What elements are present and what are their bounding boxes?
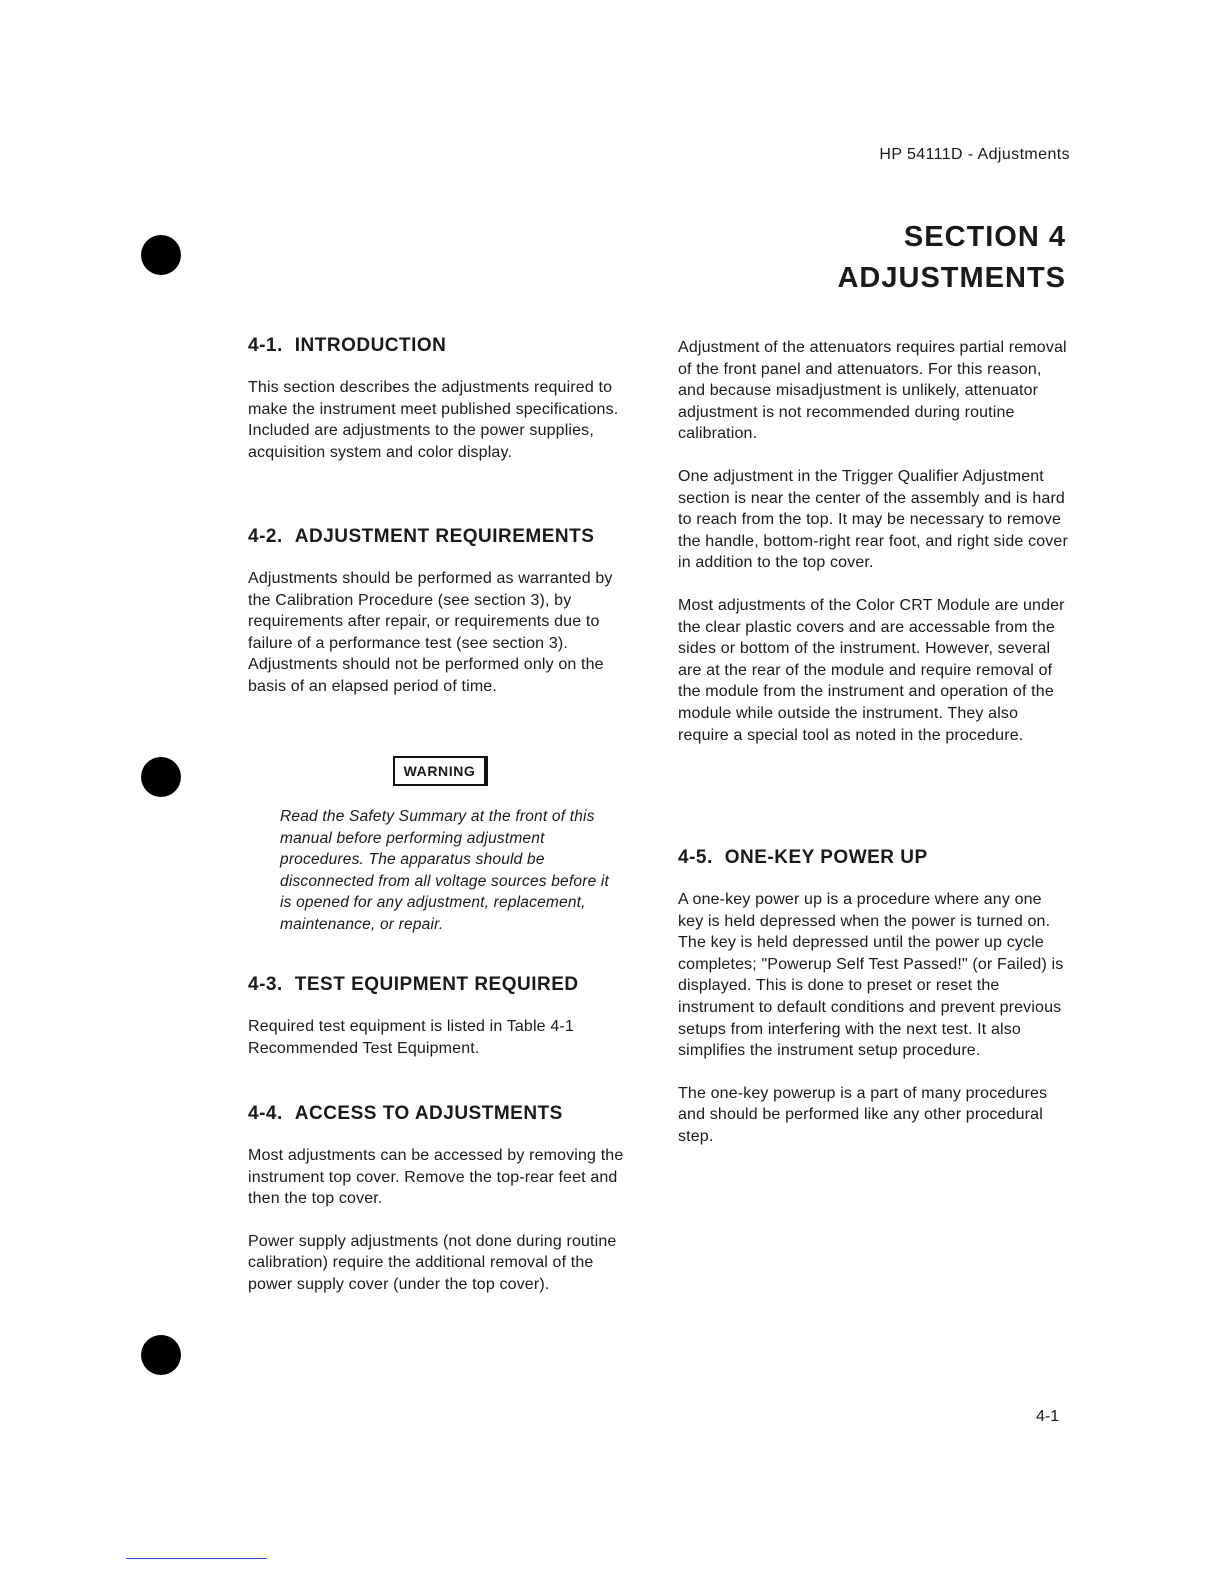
requirements-body: Adjustments should be performed as warranted by the Calibration Procedure (see section 3), by requirements after repair, or requirements due to failure of a performance test (see section 3). Adjustments should not be performed only on the basis of an elapsed period of time. (248, 570, 613, 695)
access-section (248, 1102, 638, 1296)
footer-rule (126, 1558, 267, 1559)
requirements-title: ADJUSTMENT REQUIREMENTS (294, 526, 595, 547)
intro-heading (248, 334, 638, 358)
access-number: 4-4. (248, 1103, 283, 1124)
color-crt-paragraph: Most adjustments of the Color CRT Module are under the clear plastic covers and are accessable from the sides or bottom of the instrument. However, several are at the rear of the module and require removal of the module from the instrument and operation of the module while outside the instrument. They also require a special tool as noted in the procedure. (678, 596, 1065, 744)
intro-section (248, 334, 638, 463)
access-title: ACCESS TO ADJUSTMENTS (294, 1103, 563, 1124)
binder-hole-bottom (141, 1335, 181, 1375)
test-equipment-title: TEST EQUIPMENT REQUIRED (294, 974, 579, 995)
test-equipment-heading (248, 973, 638, 997)
warning-label: WARNING (393, 756, 488, 786)
intro-title: INTRODUCTION (294, 335, 447, 356)
intro-body: This section describes the adjustments required to make the instrument meet published specifications. Included are adjustments to the power supplies, acquisition system and color display. (248, 379, 619, 461)
section-title: ADJUSTMENTS (837, 262, 1066, 294)
page-number: 4-1 (1036, 1408, 1060, 1425)
trigger-qualifier-paragraph: One adjustment in the Trigger Qualifier Adjustment section is near the center of the assembly and is hard to reach from the top. It may be necessary to remove the handle, bottom-right rear foot, and right side cover in addition to the top cover. (678, 467, 1068, 572)
test-equipment-section (248, 973, 638, 1059)
intro-number: 4-1. (248, 335, 283, 356)
section-number: SECTION 4 (903, 221, 1066, 253)
one-key-heading (678, 846, 1068, 870)
one-key-title: ONE-KEY POWER UP (724, 847, 928, 868)
access-body-1: Most adjustments can be accessed by removing the instrument top cover. Remove the top-rear feet and then the top cover. (248, 1147, 624, 1208)
test-equipment-number: 4-3. (248, 974, 283, 995)
test-equipment-body: Required test equipment is listed in Table 4-1 Recommended Test Equipment. (248, 1018, 574, 1057)
requirements-section (248, 525, 638, 698)
attenuator-paragraph: Adjustment of the attenuators requires partial removal of the front panel and attenuators. For this reason, and because misadjustment is unlikely, attenuator adjustment is not recommended during routine calibration. (678, 339, 1067, 443)
one-key-body-1: A one-key power up is a procedure where any one key is held depressed when the power is turned on. The key is held depressed until the power up cycle completes; "Powerup Self Test Passed!" (or Failed) is displayed. This is done to preset or reset the instrument to default conditions and prevent previous setups from interfering with the next test. It also simplifies the instrument setup procedure. (678, 891, 1064, 1060)
requirements-heading (248, 525, 638, 549)
binder-hole-top (141, 235, 181, 275)
requirements-number: 4-2. (248, 526, 283, 547)
warning-text: Read the Safety Summary at the front of this manual before performing adjustment procedures. The apparatus should be disconnected from all voltage sources before it is opened for any adjustment, replacement, maintenance, or repair. (280, 808, 610, 933)
binder-hole-middle (141, 757, 181, 797)
running-header: HP 54111D - Adjustments (879, 146, 1070, 163)
one-key-section (678, 846, 1068, 1148)
access-heading (248, 1102, 638, 1126)
one-key-number: 4-5. (678, 847, 713, 868)
one-key-body-2: The one-key powerup is a part of many procedures and should be performed like any other procedural step. (678, 1084, 1048, 1145)
access-body-2: Power supply adjustments (not done during routine calibration) require the additional removal of the power supply cover (under the top cover). (248, 1232, 617, 1293)
right-column-top (678, 337, 1068, 746)
